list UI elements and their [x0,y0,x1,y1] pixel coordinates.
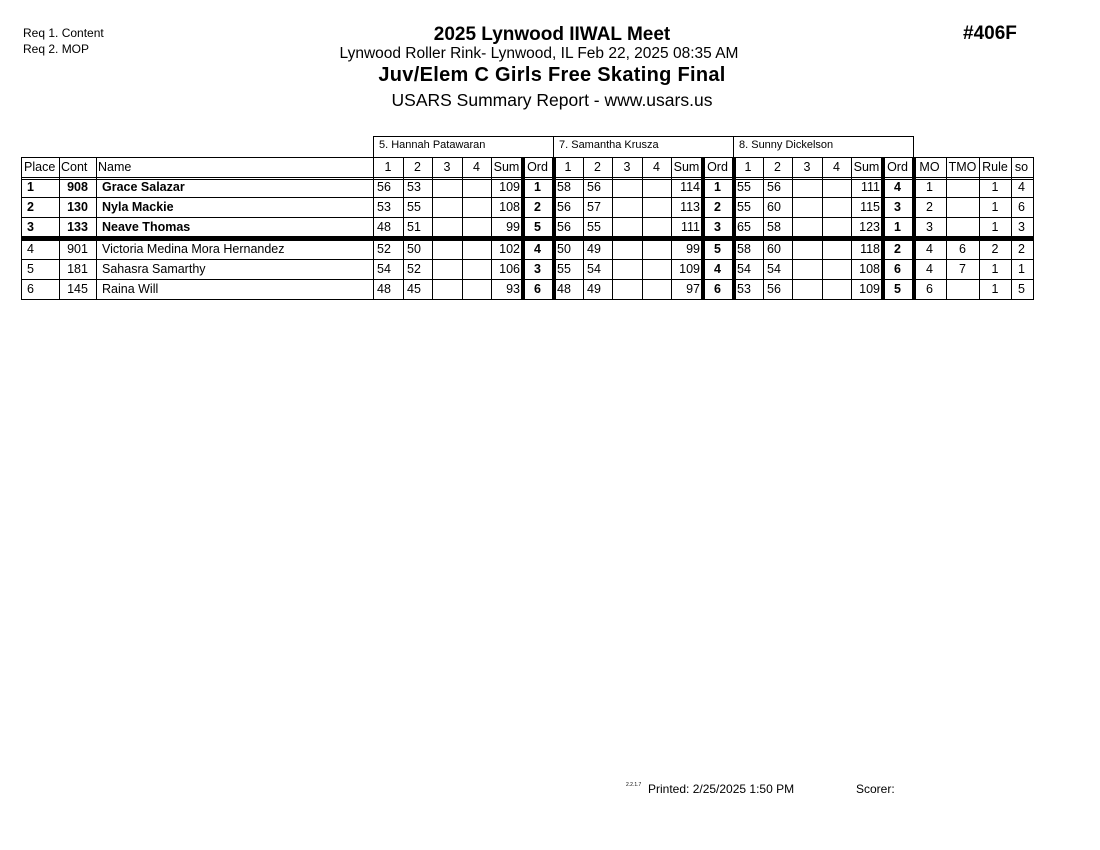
judge2-score-4 [642,260,671,280]
judge1-sum: 106 [499,262,520,276]
judge2-score-4 [642,280,671,300]
judge2-sum: 113 [680,200,700,214]
table-rule [403,157,404,300]
judge1-sum: 99 [506,220,520,234]
majority-ordinal-cell: 3 [926,220,933,234]
judge1-score-4 [462,198,491,218]
judge3-ordinal: 6 [894,262,901,276]
column-header-judge2-ord: Ord [707,160,728,174]
judge3-sum: 108 [859,262,880,276]
judge3-score-3 [792,260,822,280]
judge3-score-2: 56 [767,180,781,194]
contestant-number-cell: 181 [67,262,88,276]
judge3-score-4 [822,218,851,238]
judge-header-1: 5. Hannah Patawaran [373,136,554,158]
judge3-score-3 [792,198,822,218]
judge3-ordinal: 5 [894,282,901,296]
column-header-judge3-ord: Ord [887,160,908,174]
total-majority-ordinal-cell [946,198,979,218]
total-majority-ordinal-cell [946,218,979,238]
judge1-score-1: 48 [377,220,391,234]
judge3-score-1: 58 [737,242,751,256]
column-header-tmo: TMO [948,160,977,174]
table-rule [521,157,525,300]
column-header-judge3-sum: Sum [853,160,880,174]
column-header-judge3-4: 4 [833,160,840,174]
skater-name-cell: Sahasra Samarthy [102,262,206,276]
judge2-ordinal: 4 [714,262,721,276]
judge3-ordinal: 1 [894,220,901,234]
column-header-cont: Cont [61,160,88,174]
rule-cell: 1 [991,200,999,214]
judge1-score-2: 52 [407,262,421,276]
judge1-score-1: 52 [377,242,391,256]
judge3-sum: 109 [859,282,880,296]
column-header-judge3-2: 2 [774,160,781,174]
skater-name-cell: Grace Salazar [102,180,185,194]
judge2-score-2: 55 [587,220,601,234]
judge1-score-2: 55 [407,200,421,214]
judge2-score-2: 49 [587,282,601,296]
skater-name-cell: Raina Will [102,282,159,296]
judge-header-2: 7. Samantha Krusza [553,136,734,158]
judge1-score-4 [462,280,491,300]
table-rule [1033,157,1034,300]
meet-location: Lynwood Roller Rink- Lynwood, IL Feb 22, 2025 08:35 AM [339,45,739,62]
printed-timestamp: Printed: 2/25/2025 1:50 PM [648,782,795,796]
rule-cell: 1 [991,262,999,276]
skater-name-cell: Neave Thomas [102,220,191,234]
majority-ordinal-cell: 6 [926,282,933,296]
judge2-score-3 [612,178,642,198]
column-header-mo: MO [919,160,940,174]
skating-order-cell: 3 [1018,220,1025,234]
judge3-ordinal: 3 [894,200,901,214]
table-rule [912,157,916,300]
judge3-score-4 [822,198,851,218]
column-header-judge3-1: 1 [744,160,752,174]
judge3-score-3 [792,218,822,238]
judge1-score-1: 56 [377,180,391,194]
footer-mark: 2.2.1.7 [626,782,642,788]
majority-ordinal-cell: 4 [926,242,933,256]
judge1-score-3 [432,198,462,218]
table-rule [462,157,463,300]
column-header-judge3-3: 3 [803,160,811,174]
judge2-score-4 [642,198,671,218]
contestant-number-cell: 130 [67,200,88,214]
total-majority-ordinal-cell: 7 [959,262,966,276]
table-rule [763,157,764,300]
judge1-score-3 [432,218,462,238]
judge2-score-3 [612,280,642,300]
majority-ordinal-cell: 1 [926,180,933,194]
judge3-score-2: 60 [767,242,781,256]
table-rule [671,157,672,300]
judge3-sum: 123 [859,220,880,234]
judge2-score-2: 57 [587,200,601,214]
judge2-ordinal: 5 [714,242,721,256]
judge1-score-3 [432,178,462,198]
judge2-score-4 [642,178,671,198]
table-rule [642,157,643,300]
judge1-score-2: 50 [407,242,421,256]
table-rule [979,157,980,300]
column-header-judge1-3: 3 [443,160,451,174]
judge1-score-1: 53 [377,200,391,214]
judge3-sum: 115 [860,200,880,214]
total-majority-ordinal-cell [946,280,979,300]
skating-order-cell: 4 [1018,180,1025,194]
table-rule [701,157,705,300]
judge3-score-2: 54 [767,262,781,276]
judge1-sum: 109 [499,180,520,194]
event-title: Juv/Elem C Girls Free Skating Final [378,64,726,86]
table-rule [373,157,374,300]
judge3-score-3 [792,240,822,260]
judge1-ordinal: 3 [534,262,541,276]
rule-cell: 2 [991,242,999,256]
column-header-judge1-ord: Ord [527,160,548,174]
judge3-ordinal: 4 [894,180,901,194]
judge1-score-3 [432,280,462,300]
column-header-judge1-sum: Sum [493,160,520,174]
judge2-score-3 [612,198,642,218]
judge1-ordinal: 5 [534,220,541,234]
judge1-score-4 [462,240,491,260]
judge1-score-3 [432,260,462,280]
requirement-2: Req 2. MOP [23,42,90,56]
judge2-score-4 [642,240,671,260]
total-majority-ordinal-cell [946,178,979,198]
judge2-score-3 [612,218,642,238]
judge2-score-4 [642,218,671,238]
judge2-score-2: 49 [587,242,601,256]
judge2-score-1: 48 [557,282,571,296]
judge2-score-1: 56 [557,200,571,214]
column-header-judge2-1: 1 [564,160,572,174]
judge1-sum: 93 [506,282,520,296]
judge3-score-2: 60 [767,200,781,214]
majority-ordinal-cell: 4 [926,262,933,276]
judge2-score-3 [612,260,642,280]
judge1-score-2: 45 [407,282,421,296]
column-header-judge1-1: 1 [384,160,392,174]
judge1-score-4 [462,260,491,280]
rule-cell: 1 [991,180,999,194]
skating-order-cell: 6 [1018,200,1025,214]
judge3-score-3 [792,280,822,300]
column-header-so: so [1014,160,1029,174]
judge2-score-1: 50 [557,242,571,256]
table-rule [21,157,373,158]
table-rule [732,157,736,300]
judge1-sum: 108 [499,200,520,214]
rule-cell: 1 [991,220,999,234]
judge3-score-2: 58 [767,220,781,234]
table-rule [21,157,22,300]
skater-name-cell: Victoria Medina Mora Hernandez [102,242,285,256]
judge1-score-2: 53 [407,180,421,194]
judge3-score-1: 65 [737,220,751,234]
skating-order-cell: 2 [1018,242,1025,256]
judge2-sum: 111 [680,220,700,234]
judge1-score-1: 54 [377,262,391,276]
judge1-score-3 [432,240,462,260]
judge2-ordinal: 2 [714,200,721,214]
table-rule [946,157,947,300]
judge2-sum: 114 [680,180,700,194]
table-rule [792,157,793,300]
judge2-score-3 [612,240,642,260]
place-cell: 1 [27,180,34,194]
meet-title: 2025 Lynwood IIWAL Meet [433,24,671,45]
column-header-judge2-sum: Sum [673,160,700,174]
judge3-sum: 111 [860,180,880,194]
judge3-score-4 [822,280,851,300]
scorer-label: Scorer: [856,782,895,796]
judge2-score-2: 54 [587,262,601,276]
majority-ordinal-cell: 2 [926,200,933,214]
column-header-place: Place [24,160,56,174]
column-header-rule: Rule [982,160,1008,174]
judge1-score-4 [462,218,491,238]
judge2-score-1: 56 [557,220,571,234]
judge2-ordinal: 3 [714,220,721,234]
place-cell: 4 [27,242,34,256]
place-cell: 5 [27,262,34,276]
judge2-sum: 99 [686,242,700,256]
table-rule [552,157,556,300]
judge1-ordinal: 1 [534,180,541,194]
skater-name-cell: Nyla Mackie [102,200,174,214]
event-number: #406F [963,23,1017,44]
judge3-score-1: 55 [737,200,751,214]
skating-order-cell: 5 [1018,282,1025,296]
judge3-score-2: 56 [767,282,781,296]
contestant-number-cell: 145 [67,282,88,296]
contestant-number-cell: 901 [67,242,88,256]
column-header-judge2-3: 3 [623,160,631,174]
column-header-judge2-2: 2 [594,160,601,174]
column-header-judge1-2: 2 [414,160,421,174]
table-rule [881,157,885,300]
rule-cell: 1 [991,282,999,296]
judge3-ordinal: 2 [894,242,901,256]
column-header-judge1-4: 4 [473,160,480,174]
table-rule [822,157,823,300]
table-rule [59,157,60,300]
judge3-score-4 [822,178,851,198]
table-rule [612,157,613,300]
table-rule [851,157,852,300]
judge3-sum: 118 [860,242,880,256]
judge2-score-2: 56 [587,180,601,194]
judge2-score-1: 58 [557,180,571,194]
judge2-ordinal: 1 [714,180,721,194]
judge1-score-4 [462,178,491,198]
requirement-1: Req 1. Content [23,26,104,40]
place-cell: 2 [27,200,34,214]
contestant-number-cell: 908 [67,180,88,194]
column-header-name: Name [98,160,132,174]
judge2-sum: 109 [679,262,700,276]
judge2-score-1: 55 [557,262,571,276]
judge1-sum: 102 [499,242,520,256]
table-rule [583,157,584,300]
table-rule [432,157,433,300]
judge3-score-1: 54 [737,262,751,276]
judge3-score-1: 55 [737,180,751,194]
column-header-judge2-4: 4 [653,160,660,174]
judge1-ordinal: 6 [534,282,541,296]
total-majority-ordinal-cell: 6 [959,242,966,256]
judge1-ordinal: 4 [534,242,541,256]
judge-header-3: 8. Sunny Dickelson [733,136,914,158]
judge2-ordinal: 6 [714,282,721,296]
judge3-score-3 [792,178,822,198]
table-rule [1011,157,1012,300]
report-title: USARS Summary Report - www.usars.us [391,90,713,110]
table-rule [913,157,1033,158]
judge2-sum: 97 [686,282,700,296]
table-rule [491,157,492,300]
place-cell: 6 [27,282,34,296]
judge3-score-4 [822,240,851,260]
judge1-score-2: 51 [407,220,421,234]
judge3-score-1: 53 [737,282,751,296]
table-rule [373,157,913,158]
place-cell: 3 [27,220,34,234]
table-rule [96,157,97,300]
judge1-score-1: 48 [377,282,391,296]
judge3-score-4 [822,260,851,280]
judge1-ordinal: 2 [534,200,541,214]
contestant-number-cell: 133 [67,220,88,234]
skating-order-cell: 1 [1018,262,1025,276]
